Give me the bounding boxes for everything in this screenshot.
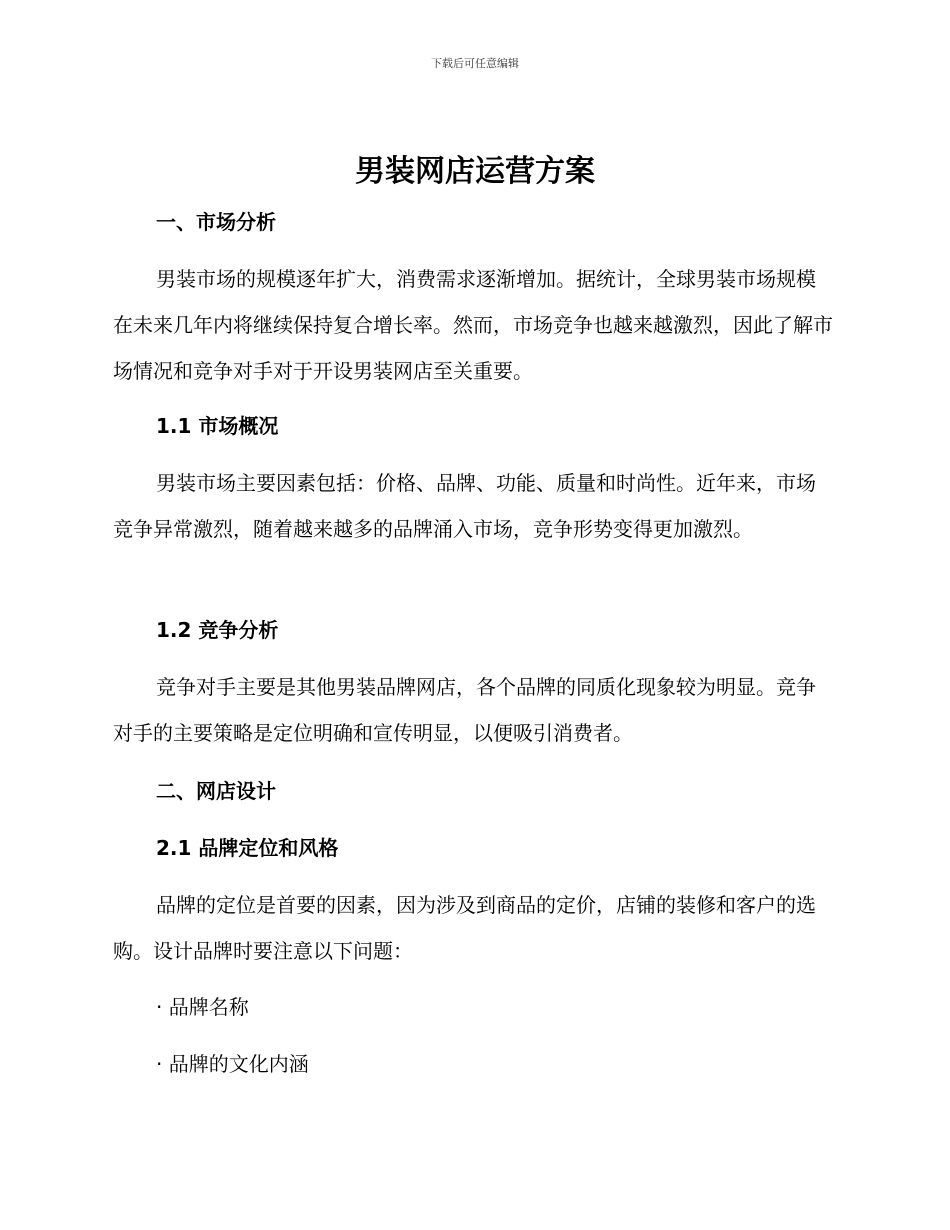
subsection-2-1-heading: 2.1 品牌定位和风格 xyxy=(156,836,339,860)
section-1-intro-paragraph: 男装市场的规模逐年扩大，消费需求逐渐增加。据统计，全球男装市场规模在未来几年内将继续保持复合增长率。然而，市场竞争也越来越激烈，因此了解市场情况和竞争对手对于开设男装网店至关重要。 xyxy=(113,267,833,383)
document-title: 男装网店运营方案 xyxy=(355,154,595,189)
subsection-1-2-heading: 1.2 竞争分析 xyxy=(156,618,279,642)
subsection-1-1-paragraph: 男装市场主要因素包括：价格、品牌、功能、质量和时尚性。近年来，市场竞争异常激烈，随着越来越多的品牌涌入市场，竞争形势变得更加激烈。 xyxy=(113,471,816,541)
bullet-item-brand-name: · 品牌名称 xyxy=(156,995,249,1019)
bullet-item-brand-culture: · 品牌的文化内涵 xyxy=(156,1052,309,1076)
subsection-2-1-paragraph: 品牌的定位是首要的因素，因为涉及到商品的定价，店铺的装修和客户的选购。设计品牌时要注意以下问题： xyxy=(113,893,816,963)
section-1-heading: 一、市场分析 xyxy=(156,210,276,234)
subsection-1-2-paragraph: 竞争对手主要是其他男装品牌网店，各个品牌的同质化现象较为明显。竞争对手的主要策略是定位明确和宣传明显，以便吸引消费者。 xyxy=(113,675,816,745)
section-2-heading: 二、网店设计 xyxy=(156,779,276,803)
page-header-note: 下载后可任意编辑 xyxy=(431,57,519,70)
subsection-1-1-heading: 1.1 市场概况 xyxy=(156,414,279,438)
